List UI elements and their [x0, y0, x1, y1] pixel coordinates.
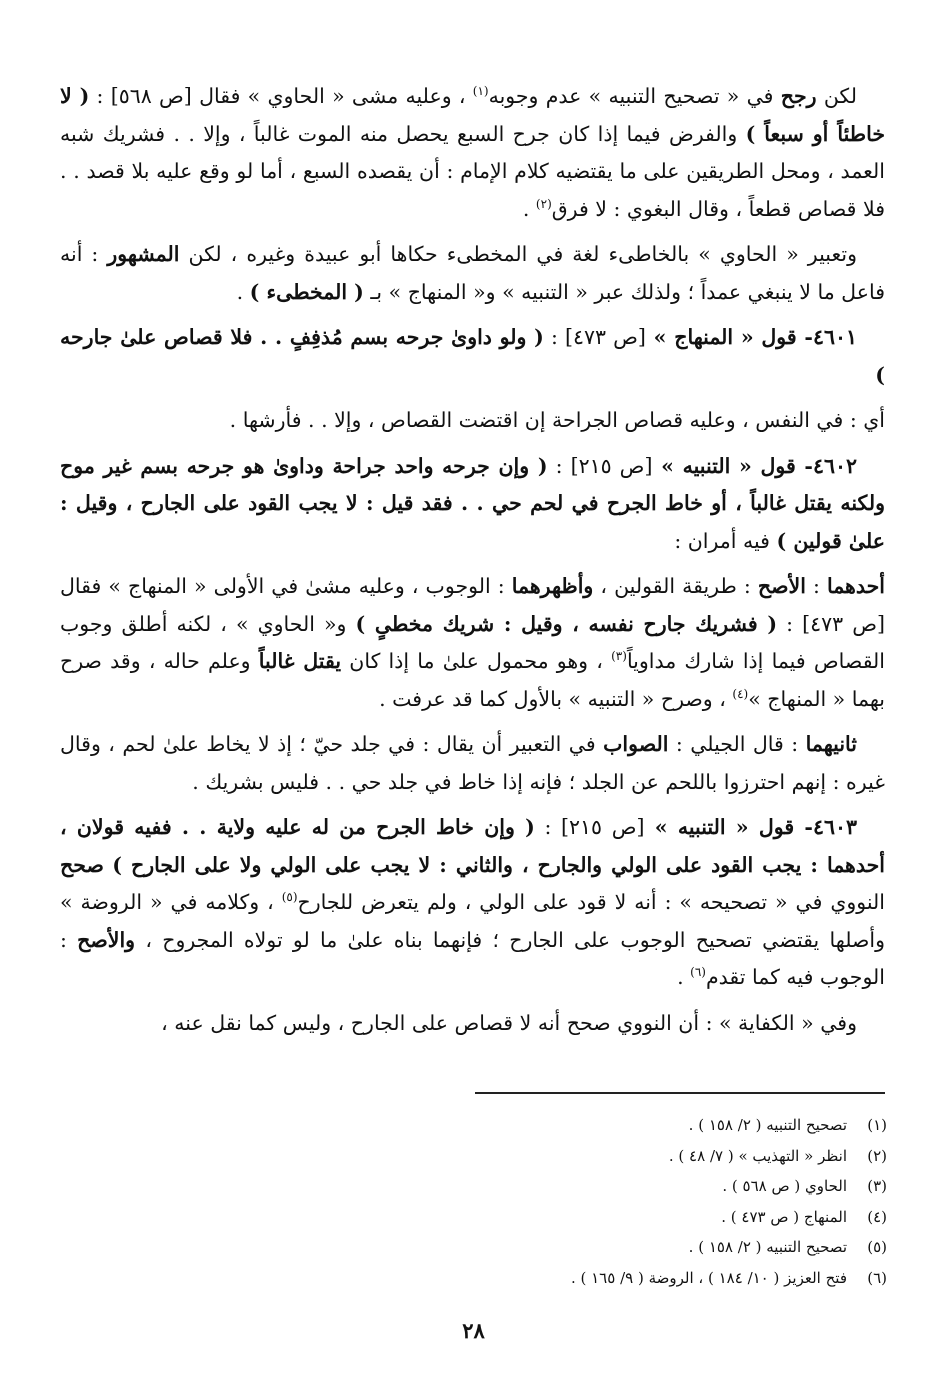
text-run: : الوجوب فيه كما تقدم [60, 927, 885, 989]
footnote-number: (١) [867, 1116, 887, 1134]
bold-text: الصواب [603, 732, 669, 756]
footnote [187, 1171, 887, 1202]
bold-text: ثانيهما [805, 732, 857, 756]
text-run: [ص ٢١٥] [570, 453, 653, 478]
text-run: لكن [816, 84, 857, 108]
bold-text: وأظهرهما [511, 574, 594, 598]
text-run: . [236, 279, 250, 304]
bold-text: الأصح [757, 574, 806, 598]
text-run: والفرض فيما إذا كان جرح السبع يحصل منه الموت غالباً ، وإلا . . فشريك شبه العمد ، ومحل الطريقين على ما يقتضيه كلام الإمام : أن يقصده السبع ، أما لو وقع عليه بلا قصد . . فلا قصاص قطعاً ، وقال البغوي : لا فرق [60, 121, 885, 221]
text-run: في التعبير أن يقال : في جلد حيّ ؛ إذ لا يخاط علىٰ لحم ، وقال غيره : إنهم احترزوا باللحم عن الجلد ؛ فإنه إذا خاط في جلد حي . . فليس بشريك . [60, 732, 885, 794]
footnote-text: تصحيح التنبيه ( ٢/ ١٥٨ ) . [688, 1238, 847, 1256]
bold-text: ( ولو داوىٰ جرحه بسم مُذفِفٍ . . فلا قصاص علىٰ جارحه ) [60, 325, 885, 387]
footnote-number: (٤) [867, 1207, 887, 1226]
footnote-text: انظر « التهذيب » ( ٧/ ٤٨ ) . [668, 1146, 847, 1165]
footnote-ref: (٥) [281, 890, 298, 905]
footnote-text: المنهاج ( ص ٤٧٣ ) . [721, 1207, 847, 1226]
footnote-number: (٢) [867, 1146, 887, 1165]
footnote-number: (٦) [867, 1268, 887, 1287]
main-text [60, 78, 885, 1042]
paragraph [60, 726, 885, 801]
text-run: : الوجوب ، وعليه مشىٰ في الأولى « المنهاج » فقال [ص ٤٧٣] : [60, 574, 885, 636]
footnote-ref: (٢) [535, 196, 552, 211]
footnote [187, 1110, 887, 1141]
paragraph [60, 1005, 885, 1043]
footnote-text: الحاوي ( ص ٥٦٨ ) . [722, 1177, 847, 1195]
text-run: ، وكلامه في « الروضة » وأصلها يقتضي تصحيح الوجوب على الجارح ؛ فإنهما بناه علىٰ ما لو تولاه المجروح ، [60, 890, 885, 952]
paragraph [60, 236, 885, 311]
text-run: [ص ٤٧٣] [564, 325, 646, 349]
text-run: : [547, 453, 571, 478]
text-run: . [677, 965, 691, 989]
text-run: وعلم حاله ، وقد صرح بهما « المنهاج » [60, 649, 885, 711]
bold-text: ( وإن جرحه واحد جراحة وداوىٰ هو جرحه بسم غير موح ولكنه يقتل غالباً ، أو خاط الجرح في لحم حي . . فقد قيل : لا يجب القود على الجارح ، وقيل : علىٰ قولين ) [60, 453, 885, 553]
paragraph [60, 448, 885, 561]
bold-text: صحح [60, 852, 104, 877]
paragraph [60, 319, 885, 394]
footnote-ref: (١) [472, 84, 489, 99]
text-run: : أنه فاعل ما لا ينبغي عمداً ؛ ولذلك عبر « التنبيه » و« المنهاج » بـ [60, 242, 885, 304]
footnote [187, 1232, 887, 1263]
text-run: . [522, 196, 536, 221]
text-run: : [805, 574, 827, 598]
footnote [187, 1202, 887, 1233]
text-run: النووي في « تصحيحه » : أنه لا قود على الولي ، ولم يتعرض للجارح [297, 890, 885, 914]
text-run: ، وصرح « التنبيه » بالأول كما قد عرفت . [379, 686, 733, 711]
text-run: في « تصحيح التنبيه » عدم وجوبه [488, 84, 781, 108]
bold-text: ( المخطىء ) [249, 279, 364, 304]
page-number: ٢٨ [462, 1318, 485, 1343]
footnote [187, 1263, 887, 1294]
footnote-ref: (٤) [732, 686, 749, 701]
bold-text: ( لا خاطئاً أو سبعاً ) [60, 84, 885, 146]
bold-text: ٤٦٠٣- قول « التنبيه » [644, 815, 857, 839]
bold-text: أحدهما [826, 574, 885, 598]
text-run: : [534, 815, 562, 839]
footnote-text: فتح العزيز ( ١٠/ ١٨٤ ) ، الروضة ( ٩/ ١٦٥ ) . [570, 1268, 847, 1287]
text-run: : قال الجيلي : [668, 732, 806, 756]
text-run: ، وعليه مشى « الحاوي » فقال [ص ٥٦٨] : [89, 84, 473, 108]
bold-text: ٤٦٠١- قول « المنهاج » [645, 325, 857, 349]
footnote-text: تصحيح التنبيه ( ٢/ ١٥٨ ) . [688, 1116, 847, 1134]
bold-text: ٤٦٠٢- قول « التنبيه » [652, 453, 857, 478]
paragraph [60, 809, 885, 997]
text-run: : طريقة القولين ، [593, 574, 758, 598]
footnote-divider [475, 1092, 885, 1094]
text-run: و« الحاوي » ، لكنه أطلق وجوب القصاص فيما إذا شارك مداوياً [60, 611, 885, 673]
footnote-ref: (٦) [690, 965, 706, 980]
footnote-number: (٣) [867, 1177, 887, 1195]
text-run: أي : في النفس ، وعليه قصاص الجراحة إن اقتضت القصاص ، وإلا . . فأرشها . [229, 408, 885, 432]
text-run: ، وهو محمول علىٰ ما إذا كان [341, 649, 612, 673]
text-run: : [543, 325, 565, 349]
bold-text: رجح [780, 84, 817, 108]
paragraph [60, 568, 885, 718]
bold-text: المشهور [107, 242, 180, 266]
footnotes [187, 1110, 887, 1293]
text-run: فيه أمران : [674, 528, 777, 553]
paragraph [60, 402, 885, 440]
bold-text: ( وإن خاط الجرح من له عليه ولاية . . ففيه قولان ، أحدهما : يجب القود على الولي والجارح ، والثاني : لا يجب على الولي ولا على الجارح ) [60, 815, 885, 877]
footnote-number: (٥) [867, 1238, 887, 1256]
text-run: وفي « الكفاية » : أن النووي صحح أنه لا قصاص على الجارح ، وليس كما نقل عنه ، [161, 1010, 857, 1035]
text-run: وتعبير « الحاوي » بالخاطىء لغة في المخطىء حكاها أبو عبيدة وغيره ، لكن [179, 242, 857, 266]
bold-text: ( فشريك جارح نفسه ، وقيل : شريك مخطىٍ ) [355, 611, 778, 636]
bold-text: يقتل غالباً [258, 649, 342, 673]
paragraph [60, 78, 885, 228]
footnote-ref: (٣) [611, 649, 627, 664]
footnote [187, 1141, 887, 1172]
text-run: [ص ٢١٥] [561, 815, 645, 839]
bold-text: والأصح [77, 927, 136, 952]
